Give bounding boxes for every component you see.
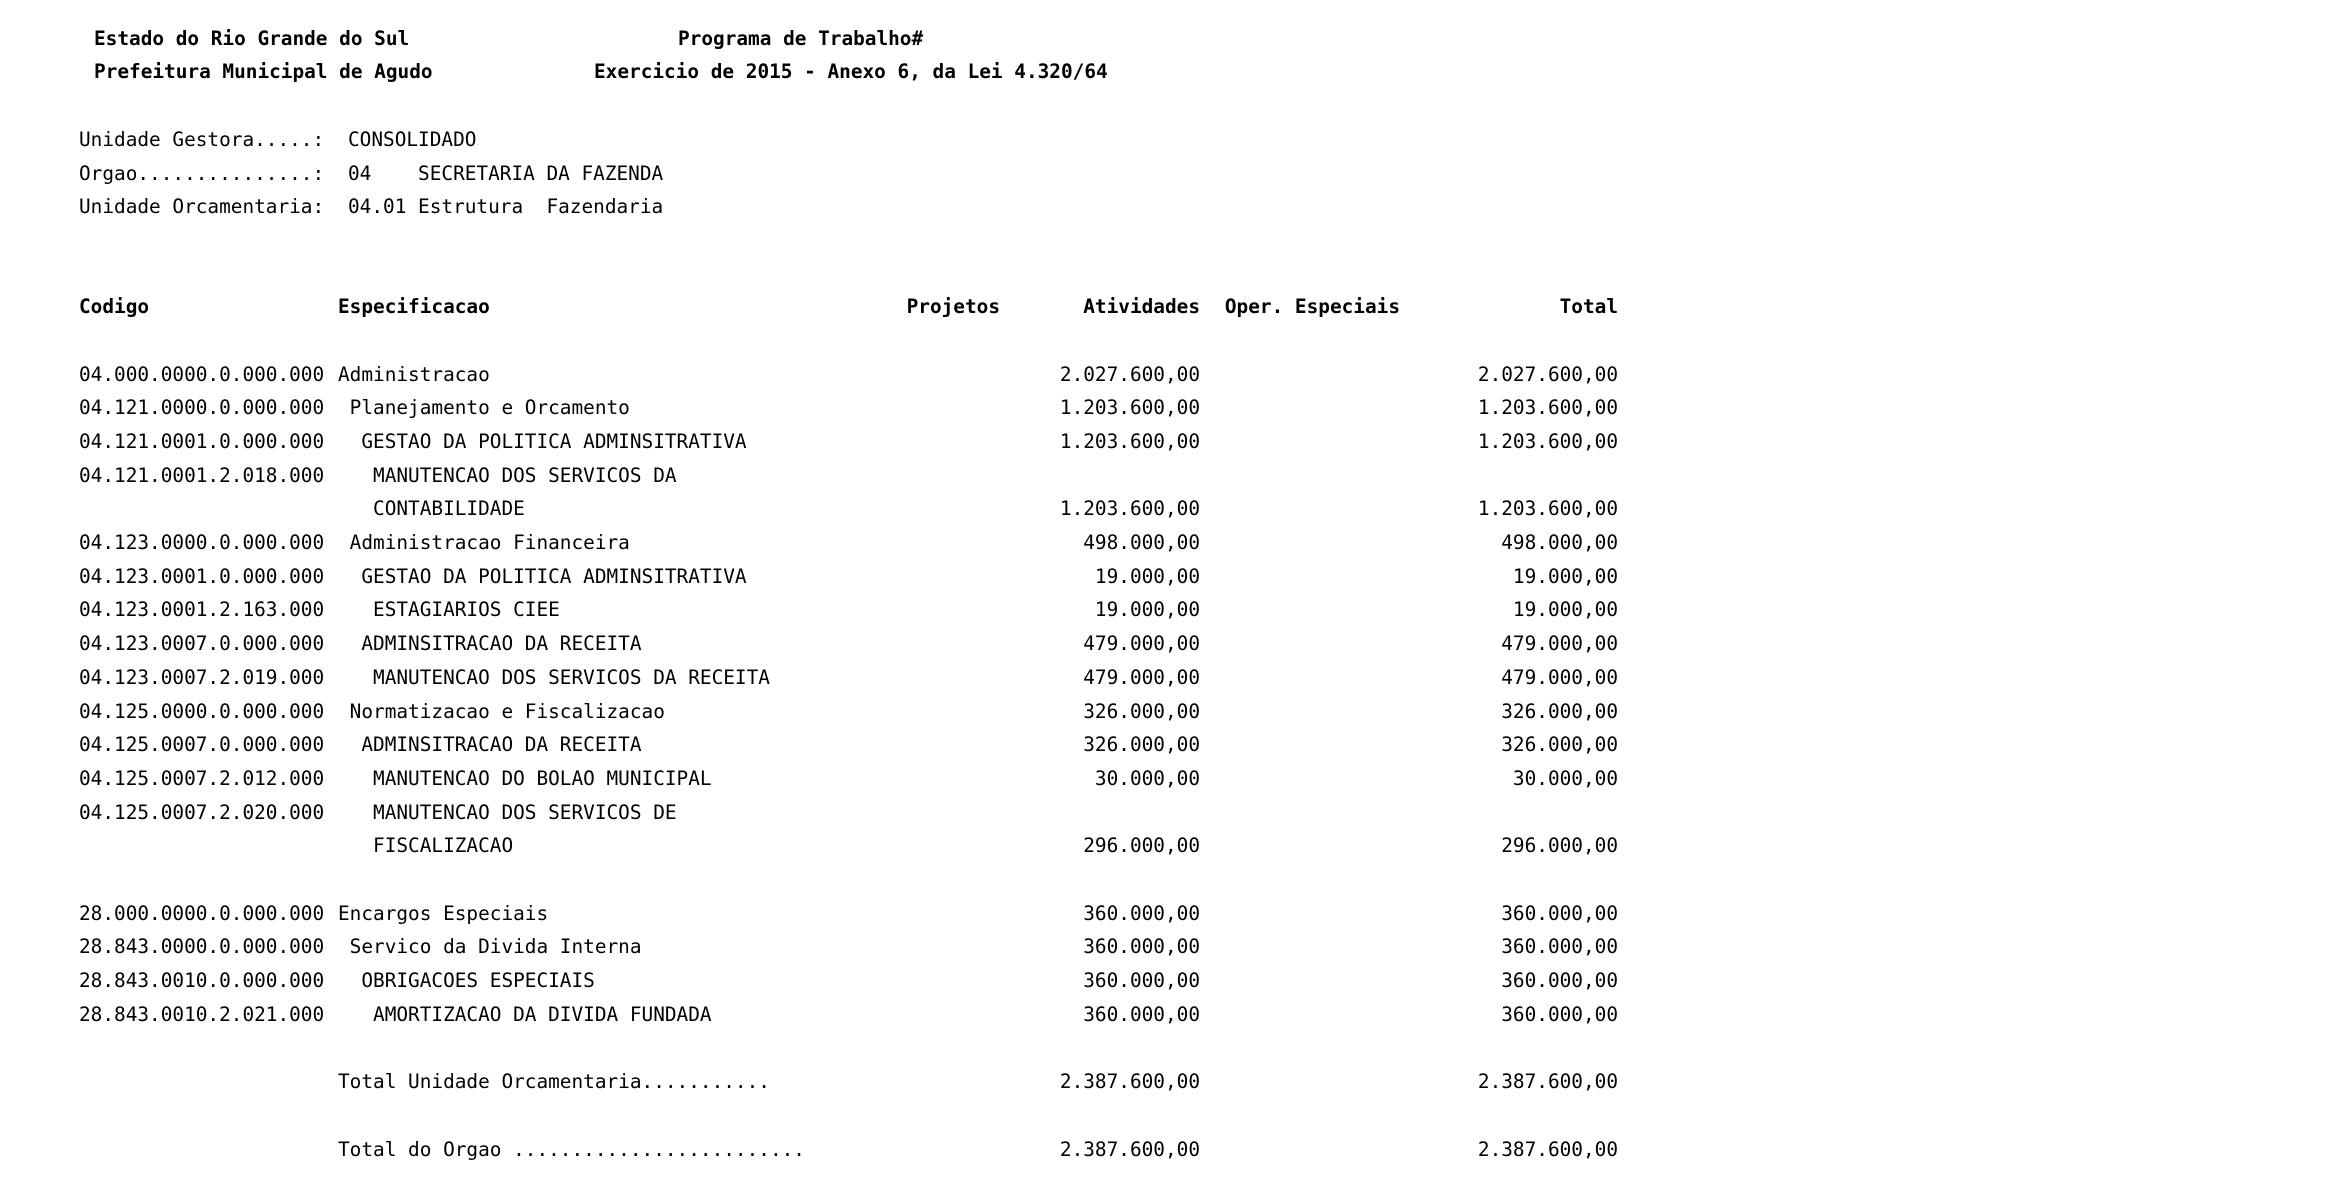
row-codigo: 28.843.0010.2.021.000 [79, 1002, 325, 1026]
row-atividades: 2.387.600,00 [1059, 1137, 1200, 1161]
row-codigo: 04.125.0007.2.012.000 [79, 766, 325, 790]
info-value: 04.01 Estrutura Fazendaria [348, 195, 664, 218]
row-especificacao: ADMINSITRACAO DA RECEITA [338, 733, 642, 757]
row-atividades: 326.000,00 [1083, 733, 1200, 757]
report-title: Programa de Trabalho# [678, 27, 924, 50]
row-total: 360.000,00 [1501, 1002, 1618, 1026]
row-atividades: 1.203.600,00 [1059, 429, 1200, 453]
row-especificacao: Total do Orgao ......................... [338, 1137, 805, 1161]
row-codigo: 04.125.0007.2.020.000 [79, 800, 325, 824]
row-codigo: 04.123.0001.0.000.000 [79, 564, 325, 588]
row-total: 19.000,00 [1512, 564, 1618, 588]
row-especificacao: MANUTENCAO DO BOLAO MUNICIPAL [338, 766, 712, 790]
row-total: 360.000,00 [1501, 901, 1618, 925]
row-atividades: 360.000,00 [1083, 901, 1200, 925]
row-atividades: 360.000,00 [1083, 935, 1200, 959]
row-codigo: 04.123.0007.2.019.000 [79, 665, 325, 689]
row-total: 360.000,00 [1501, 935, 1618, 959]
column-header-codigo: Codigo [79, 295, 150, 318]
row-total: 2.027.600,00 [1477, 362, 1618, 386]
row-total: 498.000,00 [1501, 531, 1618, 554]
row-total [1318, 801, 1618, 824]
row-total: 360.000,00 [1501, 969, 1618, 993]
column-header-atividades: Atividades [1083, 295, 1200, 318]
row-especificacao: ESTAGIARIOS CIEE [338, 598, 560, 622]
column-header-total: Total [1559, 295, 1618, 318]
row-especificacao: GESTAO DA POLITICA ADMINSITRATIVA [338, 429, 747, 453]
row-atividades: 326.000,00 [1083, 699, 1200, 723]
info-value: 04 SECRETARIA DA FAZENDA [348, 161, 664, 185]
row-total: 2.387.600,00 [1477, 1137, 1618, 1161]
row-total: 479.000,00 [1501, 632, 1618, 656]
row-codigo: 04.123.0007.0.000.000 [79, 632, 325, 656]
row-especificacao: Administracao [338, 362, 490, 386]
row-atividades: 19.000,00 [1094, 598, 1200, 622]
row-total: 479.000,00 [1501, 665, 1618, 689]
row-especificacao: OBRIGACOES ESPECIAIS [338, 969, 595, 993]
row-especificacao: MANUTENCAO DOS SERVICOS DA [338, 463, 677, 487]
row-especificacao: FISCALIZACAO [338, 834, 514, 858]
row-codigo: 04.121.0001.2.018.000 [79, 463, 325, 487]
column-header-oper-especiais: Oper. Especiais [1224, 295, 1400, 318]
info-label: Unidade Gestora.....: [79, 128, 325, 151]
row-codigo: 28.000.0000.0.000.000 [79, 901, 325, 925]
row-total: 326.000,00 [1501, 733, 1618, 757]
row-especificacao: MANUTENCAO DOS SERVICOS DA RECEITA [338, 665, 770, 689]
row-total [1318, 464, 1618, 487]
column-header-projetos: Projetos [906, 295, 1000, 318]
row-especificacao: Administracao Financeira [338, 531, 630, 554]
row-atividades: 296.000,00 [1083, 834, 1200, 858]
row-total: 1.203.600,00 [1477, 396, 1618, 420]
row-atividades: 360.000,00 [1083, 1002, 1200, 1026]
row-total: 2.387.600,00 [1477, 1070, 1618, 1094]
header-state: Estado do Rio Grande do Sul [94, 27, 410, 50]
row-total [1318, 1104, 1618, 1127]
row-especificacao: CONTABILIDADE [338, 497, 525, 521]
row-total: 1.203.600,00 [1477, 429, 1618, 453]
row-atividades: 19.000,00 [1094, 564, 1200, 588]
row-codigo: 04.123.0001.2.163.000 [79, 598, 325, 622]
header-municipality: Prefeitura Municipal de Agudo [94, 60, 433, 83]
row-codigo: 28.843.0000.0.000.000 [79, 935, 325, 959]
row-total: 19.000,00 [1512, 598, 1618, 622]
row-total: 296.000,00 [1501, 834, 1618, 858]
row-atividades: 1.203.600,00 [1059, 497, 1200, 521]
row-codigo: 28.843.0010.0.000.000 [79, 969, 325, 993]
row-atividades: 2.387.600,00 [1059, 1070, 1200, 1094]
row-especificacao: AMORTIZACAO DA DIVIDA FUNDADA [338, 1002, 712, 1026]
row-codigo: 04.121.0001.0.000.000 [79, 429, 325, 453]
row-total: 326.000,00 [1501, 699, 1618, 723]
row-especificacao: ADMINSITRACAO DA RECEITA [338, 632, 642, 656]
row-especificacao: MANUTENCAO DOS SERVICOS DE [338, 800, 677, 824]
report-subtitle: Exercicio de 2015 - Anexo 6, da Lei 4.320/64 [594, 60, 1108, 83]
row-codigo: 04.123.0000.0.000.000 [79, 531, 325, 554]
row-especificacao: Normatizacao e Fiscalizacao [338, 699, 665, 723]
row-atividades: 360.000,00 [1083, 969, 1200, 993]
row-codigo: 04.000.0000.0.000.000 [79, 362, 325, 386]
row-total: 30.000,00 [1512, 766, 1618, 790]
row-atividades: 479.000,00 [1083, 632, 1200, 656]
row-atividades: 479.000,00 [1083, 665, 1200, 689]
row-codigo: 04.125.0007.0.000.000 [79, 733, 325, 757]
row-especificacao: Encargos Especiais [338, 901, 549, 925]
row-atividades: 2.027.600,00 [1059, 362, 1200, 386]
row-codigo: 04.121.0000.0.000.000 [79, 396, 325, 420]
info-label: Unidade Orcamentaria: [79, 195, 325, 218]
row-total [1318, 1037, 1618, 1060]
column-header-especificacao: Especificacao [338, 295, 490, 318]
row-especificacao: Servico da Divida Interna [338, 935, 642, 959]
info-value: CONSOLIDADO [348, 128, 477, 151]
row-codigo: 04.125.0000.0.000.000 [79, 699, 325, 723]
info-label: Orgao...............: [79, 161, 325, 185]
row-especificacao: Planejamento e Orcamento [338, 396, 630, 420]
row-total: 1.203.600,00 [1477, 497, 1618, 521]
row-total [1318, 868, 1618, 891]
row-atividades: 498.000,00 [1083, 531, 1200, 554]
row-atividades: 30.000,00 [1094, 766, 1200, 790]
row-especificacao: GESTAO DA POLITICA ADMINSITRATIVA [338, 564, 747, 588]
row-especificacao: Total Unidade Orcamentaria........... [338, 1070, 770, 1094]
row-atividades: 1.203.600,00 [1059, 396, 1200, 420]
